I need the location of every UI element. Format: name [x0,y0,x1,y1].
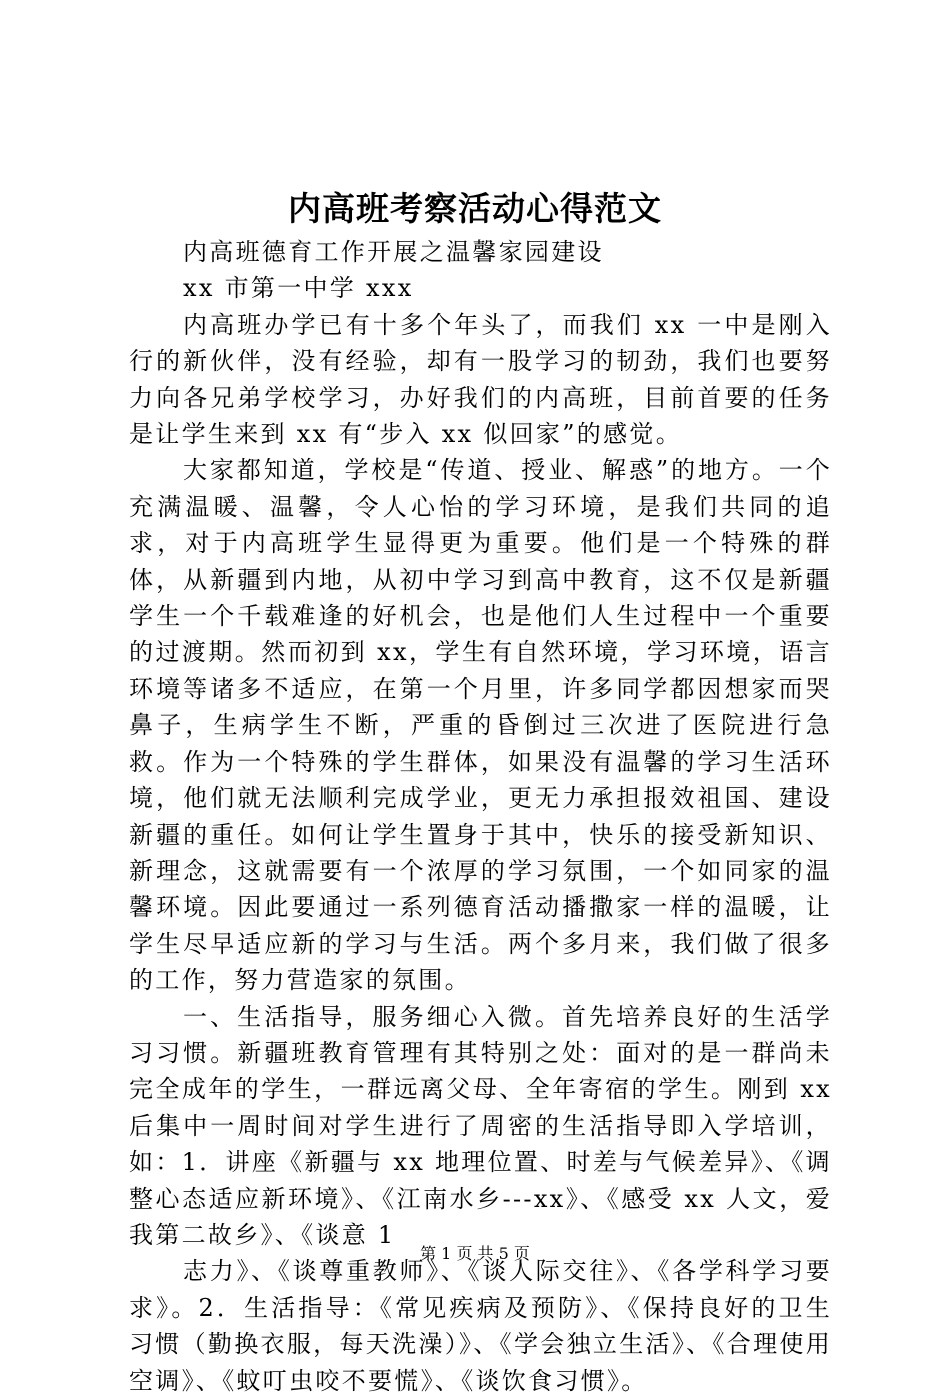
document-body [129,234,832,1399]
page-footer: 第 1 页 共 5 页 [420,1244,530,1263]
document-title: 内高班考察活动心得范文 [288,189,662,228]
paragraph-author: xx 市第一中学 xxx [183,274,414,303]
paragraph-subtitle: 内高班德育工作开展之温馨家园建设 [183,238,604,266]
paragraph-section-one: 一、生活指导，服务细心入微。首先培养良好的生活学习习惯。新疆班教育管理有其特别之处：面对的是一群尚未完全成年的学生，一群远离父母、全年寄宿的学生。刚到 xx 后集中一周时间对学生进行了周密的生活指导即入学培训，如：1．讲座《新疆与 xx 地理位置、时差与气候差异》、《调整心态适应新环境》、《江南水乡---xx》、《感受 xx 人文，爱我第二故乡》、《谈意 1 [129,1002,832,1249]
paragraph-intro: 内高班办学已有十多个年头了，而我们 xx 一中是刚入行的新伙伴，没有经验，却有一股学习的韧劲，我们也要努力向各兄弟学校学习，办好我们的内高班，目前首要的任务是让学生来到 xx 有“步入 xx 似回家”的感觉。 [129,310,832,449]
paragraph-section-one-continued: 志力》、《谈尊重教师》、《谈人际交往》、《各学科学习要求》。2．生活指导：《常见疾病及预防》、《保持良好的卫生习惯（勤换衣服，每天洗澡）》、《学会独立生活》、《合理使用空调》、《蚊叮虫咬不要慌》、《谈饮食习惯》。 [129,1257,832,1395]
paragraph-background: 大家都知道，学校是“传道、授业、解惑”的地方。一个充满温暖、温馨，令人心怡的学习环境，是我们共同的追求，对于内高班学生显得更为重要。他们是一个特殊的群体，从新疆到内地，从初中学习到高中教育，这不仅是新疆学生一个千载难逢的好机会，也是他们人生过程中一个重要的过渡期。然而初到 xx，学生有自然环境，学习环境，语言环境等诸多不适应，在第一个月里，许多同学都因想家而哭鼻子，生病学生不断，严重的昏倒过三次进了医院进行急救。作为一个特殊的学生群体，如果没有温馨的学习生活环境，他们就无法顺利完成学业，更无力承担报效祖国、建设新疆的重任。如何让学生置身于其中，快乐的接受新知识、新理念，这就需要有一个浓厚的学习氛围，一个如同家的温馨环境。因此要通过一系列德育活动播撒家一样的温暖，让学生尽早适应新的学习与生活。两个多月来，我们做了很多的工作，努力营造家的氛围。 [129,456,832,995]
